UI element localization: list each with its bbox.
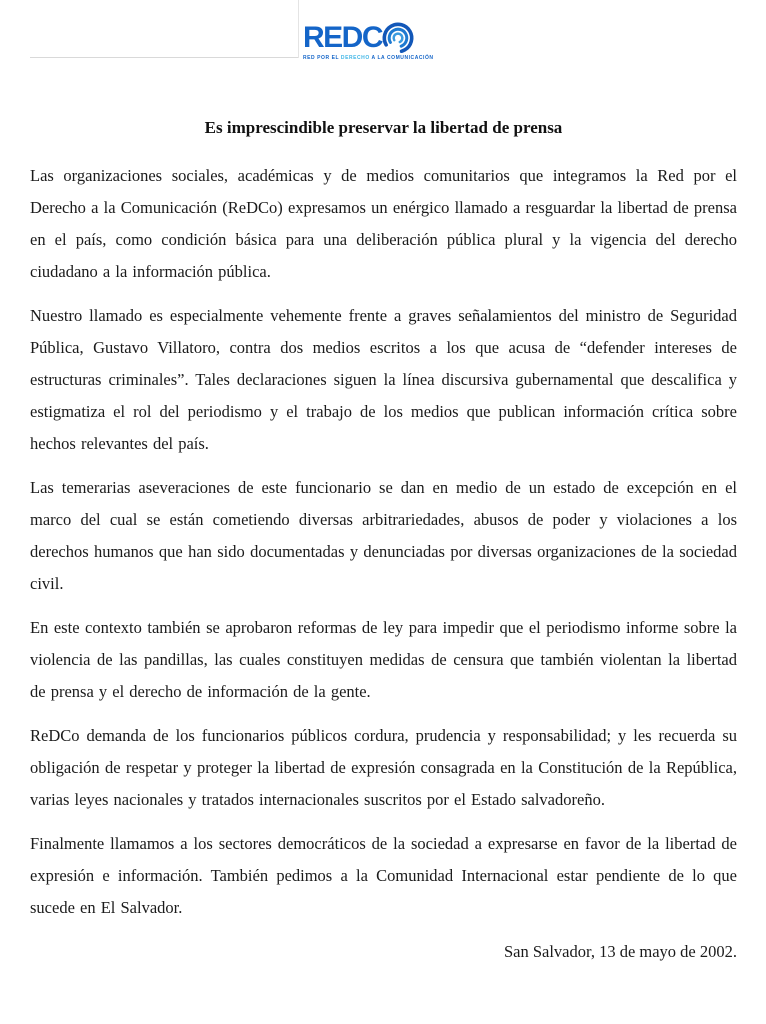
logo-wordmark: REDC bbox=[303, 21, 383, 54]
paragraph-5: ReDCo demanda de los funcionarios públicos cordura, prudencia y responsabilidad; y les recuerda su obligación de respetar y proteger la libertad de expresión consagrada en la Constitución de la República, varias leyes nacionales y tratados internacionales suscritos por el Estado salvadoreño. bbox=[30, 726, 737, 809]
logo-tagline bbox=[303, 55, 434, 61]
logo-row bbox=[303, 22, 415, 54]
concentric-arcs-o-icon bbox=[381, 21, 415, 55]
paragraph-1: Las organizaciones sociales, académicas y de medios comunitarios que integramos la Red por el Derecho a la Comunicación (ReDCo) expresamos un enérgico llamado a resguardar la libertad de prensa en el país, como condición básica para una deliberación pública plural y la vigencia del derecho ciudadano a la información pública. bbox=[30, 166, 737, 281]
letterhead-header bbox=[0, 0, 766, 76]
tagline-part-3: A LA COMUNICACIÓN bbox=[369, 55, 434, 61]
paragraph-3: Las temerarias aseveraciones de este funcionario se dan en medio de un estado de excepción en el marco del cual se están cometiendo diversas arbitrariedades, abusos de poder y violaciones a los derechos humanos que han sido documentadas y denunciadas por diversas organizaciones de la sociedad civil. bbox=[30, 478, 737, 593]
tagline-part-1: RED POR EL bbox=[303, 55, 341, 61]
document-title: Es imprescindible preservar la libertad de prensa bbox=[204, 118, 563, 137]
paragraph-6: Finalmente llamamos a los sectores democráticos de la sociedad a expresarse en favor de la libertad de expresión e información. También pedimos a la Comunidad Internacional estar pendiente de lo que sucede en El Salvador. bbox=[30, 834, 737, 917]
dateline: San Salvador, 13 de mayo de 2002. bbox=[503, 942, 737, 961]
redco-logo bbox=[303, 22, 468, 61]
paragraph-2: Nuestro llamado es especialmente vehemente frente a graves señalamientos del ministro de Seguridad Pública, Gustavo Villatoro, contra dos medios escritos a los que acusa de “defender intereses de estructuras criminales”. Tales declaraciones siguen la línea discursiva gubernamental que descalifica y estigmatiza el rol del periodismo y el trabajo de los medios que publican información crítica sobre hechos relevantes del país. bbox=[30, 306, 737, 453]
logo-card-left-edge bbox=[298, 0, 299, 58]
paragraph-4: En este contexto también se aprobaron reformas de ley para impedir que el periodismo informe sobre la violencia de las pandillas, las cuales constituyen medidas de censura que también violentan la libertad de prensa y el derecho de información de la gente. bbox=[30, 618, 737, 701]
document-body bbox=[30, 118, 737, 968]
tagline-part-2: DERECHO bbox=[340, 55, 370, 61]
header-divider bbox=[30, 57, 298, 58]
